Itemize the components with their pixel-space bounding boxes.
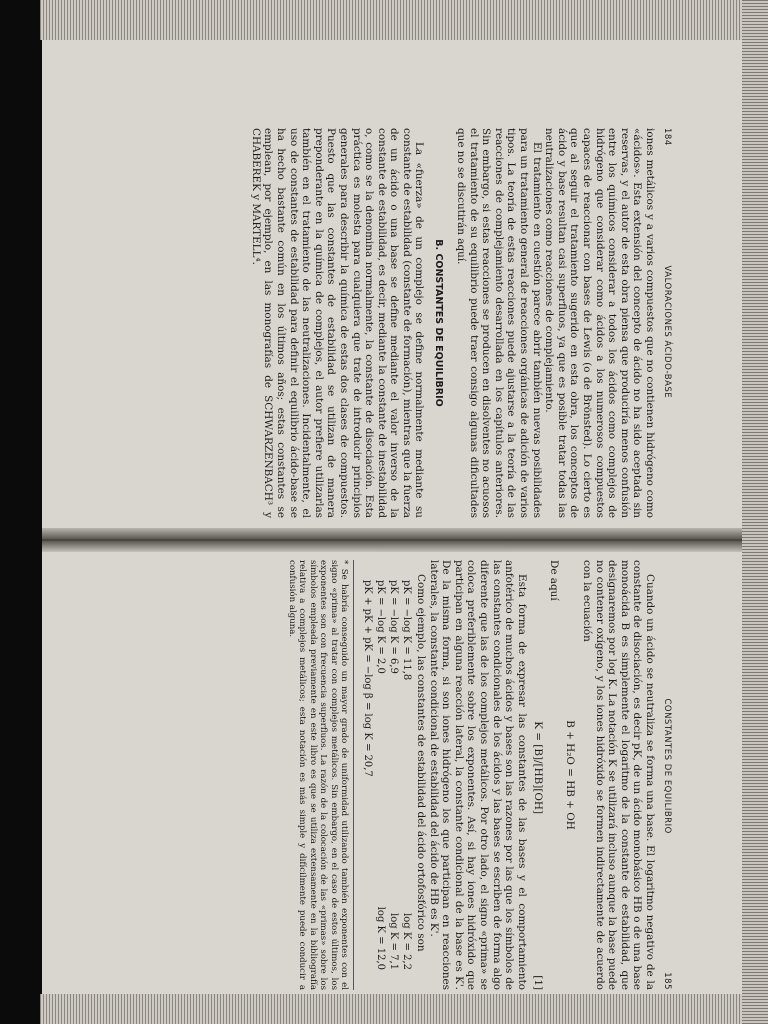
right-page [102, 560, 672, 990]
page-edges-bottom [40, 994, 768, 1024]
de-aqui-label: De aquí [548, 560, 561, 601]
left-running-head [662, 128, 672, 518]
phosphoric-eq-right: log K = 12,0 [375, 906, 387, 970]
equation-1-body: K = [B]/[HB][OH] [531, 721, 544, 815]
phosphoric-eq-row [376, 580, 387, 970]
phosphoric-eq-left: pK = −log K = 2,0 [375, 580, 387, 674]
right-running-title: CONSTANTES DE EQUILIBRIO [662, 698, 672, 834]
right-running-head [662, 560, 672, 990]
left-page [102, 128, 672, 518]
equation-1-tag: [1] [531, 975, 544, 990]
equation-base-hydrolysis: B + H₂O = HB + OH [564, 720, 577, 830]
left-paragraph-2: El tratamiento en cuestión parece abrir también nuevas posibilidades para un tratamiento general de reacciones orgánicas de adición de varios tipos. La teoría de estas reacciones puede ajustarse a la teoría de las reacciones de complejamiento desarrollada en los capítulos anteriores. Sin embargo, si estas reacciones se producen en disolventes no acuosos el tratamiento de su equilibrio puede traer consigo algunas dificultades que no se discutirán aquí. [455, 128, 543, 518]
book-gutter [42, 528, 742, 552]
phosphoric-eq-left: pK = −log K = 6,9 [388, 580, 400, 674]
phosphoric-eq-right: log K = 2,2 [401, 913, 413, 970]
left-page-number: 184 [662, 128, 672, 146]
left-section-paragraph: La «fuerza» de un complejo se define normalmente mediante su constante de estabilidad (constante de formación), mientras que la fuerza de un ácido o una base se define mediante el valor inverso de la constante de estabilidad, es decir, mediante la constante de inestabilidad o, como se la denomina normalmente, la constante de disociación. Esta práctica es molesta para cualquiera que trate de introducir principios generales para describir la química de estas dos clases de compuestos. Puesto que las constantes de estabilidad se utilizan de manera preponderante en la química de complejos, el autor prefiere utilizarlas también en el tratamiento de las neutralizaciones. Incidentalmente, el uso de constantes de estabilidad para definir el equilibrio ácido-base se ha hecho bastante común en los últimos años; estas constantes se emplean, por ejemplo, en las monografías de SCHWARZENBACH³ y CHABEREK y MARTELL⁴. [249, 128, 426, 518]
page-edges-right [742, 0, 768, 1024]
section-heading: B. CONSTANTES DE EQUILIBRIO [433, 239, 445, 407]
right-paragraph-3: Como ejemplo, las constantes de estabilidad del ácido ortofosfórico son [415, 574, 428, 952]
phosphoric-eq-right: log K = 7,1 [388, 913, 400, 970]
left-running-title: VALORACIONES ÁCIDO-BASE [662, 265, 672, 399]
equation-1 [532, 560, 544, 990]
phosphoric-eq-left: pK + pK + pK = −log β = log K = 20,7 [362, 580, 374, 777]
right-page-number: 185 [662, 972, 672, 990]
phosphoric-eq-row [389, 580, 400, 970]
phosphoric-eq-left: pK = −log K = 11,8 [401, 580, 413, 681]
left-paragraph-1: iones metálicos y a varios compuestos que no contienen hidrógeno como «ácidos». Esta extensión del concepto de ácido no ha sido aceptada sin reservas, y el autor de esta obra piensa que produciría menos confusión entre los químicos considerar a todos los ácidos como complejos de hidrógeno que considerar como ácidos a los numerosos compuestos capaces de reaccionar con bases de Lewis (o de Brönsted). Lo cierto es que al seguir el tratamiento sugerido en esta obra, los conceptos de ácido y base resultan casi superfluos, ya que es posible tratar todas las neutralizaciones como reacciones de complejamiento. [543, 128, 656, 518]
phosphoric-eq-row [363, 580, 374, 970]
footnote: * Se habría conseguido un mayor grado de uniformidad utilizando también exponentes con el signo «prima» al tratar con complejos metálicos. Sin embargo, en el caso de estos últimos, los exponentes son con frecuencia superfluos. La razón de la colocación de las «primas» sobre los símbolos empleada previamente en este libro es que se utiliza extensamente en la bibliografía relativa a complejos metálicos; esta notación es más simple y difícilmente puede conducir a confusión alguna. [287, 560, 355, 990]
right-intro-paragraph: Cuando un ácido se neutraliza se forma una base. El logaritmo negativo de la constante de disociación, es decir pK, de un ácido monobásico HB o de una base monoácida B es simplemente el logaritmo de la constante de estabilidad, que designaremos por log K. La notación K se utilizará incluso aunque la base puede no contener oxígeno, y los iones hidróxido se formen indirectamente de acuerdo con la ecuación [581, 560, 656, 990]
page-edges-top [40, 0, 768, 40]
right-paragraph-2: Esta forma de expresar las constantes de las bases y el comportamiento anfotérico de muchos ácidos y bases son las razones por las que los símbolos de las constantes condicionales de los ácidos y las bases se escriben de forma algo diferente que las de los complejos metálicos. Por otro lado, el signo «prima» se coloca preferiblemente sobre los exponentes. Así, si hay iones hidróxido que participan en alguna reacción lateral, la constante condicional de la base es K'. De la misma forma, si son iones hidrógeno los que participan en reacciones laterales, la constante condicional de estabilidad del ácido de HB es K'. [427, 560, 528, 990]
phosphoric-eq-row [402, 580, 413, 970]
